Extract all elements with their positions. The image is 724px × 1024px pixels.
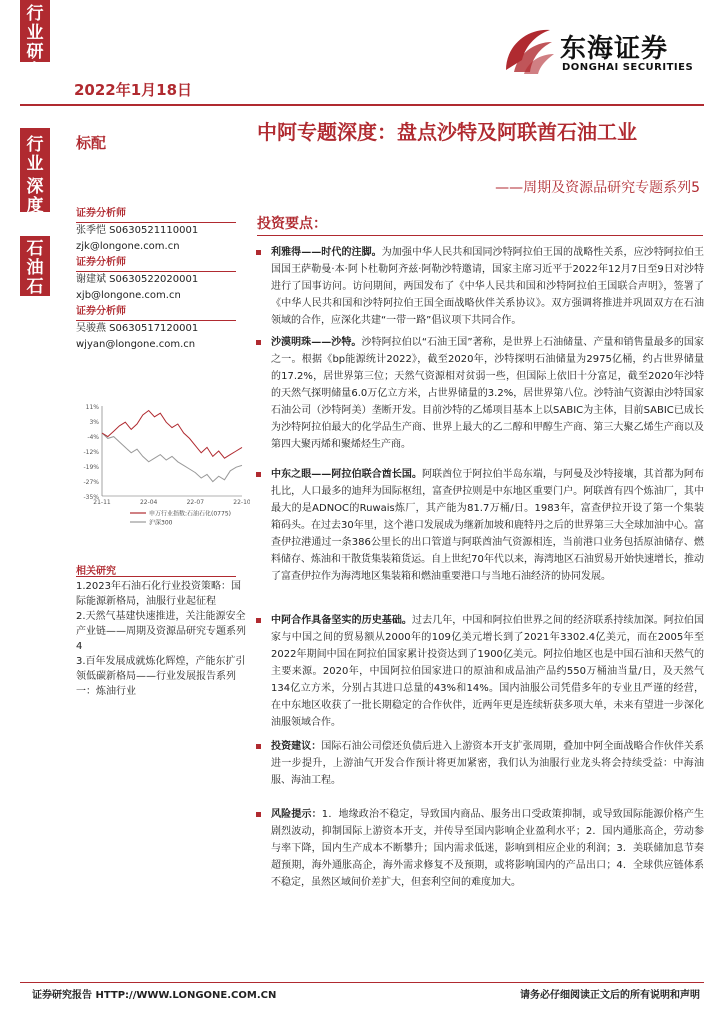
category-tag-line2: 研究 <box>26 42 44 81</box>
analyst-role: 证券分析师 <box>76 208 126 219</box>
chart-svg <box>80 398 250 543</box>
investment-rule <box>257 235 703 236</box>
point-lead: 投资建议： <box>271 741 322 752</box>
bullet-icon <box>256 340 261 345</box>
logo-emblem-icon <box>498 20 558 78</box>
side-tag2-line1: 石油 <box>26 239 44 278</box>
point-body: 阿联酋位于阿拉伯半岛东端，与阿曼及沙特接壤，其首都为阿布扎比，人口最多的迪拜为国际枢纽，富查伊拉则是中东地区重要门户。阿联酋有四个炼油厂，其中最大的是ADNOC的Ruwais炼厂，其产能为81.7万桶/日。1983年，富查伊拉开设了第一个集装箱码头。在过去30年里，这个港口发展成为继新加坡和鹿特丹之后的世界第三大全球加油中心。富查伊拉港通过一条386公里长的出口管道与阿联酋油气资源相连，当前港口业务包括原油储存、燃料储存、炼油和干散货集装箱货运。自上世纪70年代以来，海湾地区石油贸易开始快速增长，推动了富查伊拉作为海湾地区集装箱和燃油重要港口与当地石油经济的协同发展。 <box>271 469 705 582</box>
company-logo <box>498 20 698 80</box>
analyst-list <box>76 206 248 353</box>
side-tag-industry-depth <box>20 128 50 216</box>
legend-label: 沪深300 <box>149 519 173 527</box>
x-tick-label: 22-07 <box>186 499 205 506</box>
footer-website[interactable]: 证券研究报告 HTTP://WWW.LONGONE.COM.CN <box>32 990 277 1001</box>
investment-point <box>256 806 704 891</box>
bullet-icon <box>256 744 261 749</box>
legend-label: 申万行业指数:石油石化(0775) <box>149 510 231 518</box>
series-line-petrochem <box>102 411 242 459</box>
investment-point <box>256 244 704 329</box>
y-tick-label: -35% <box>83 494 99 501</box>
category-tag <box>20 0 50 81</box>
logo-english-name: DONGHAI SECURITIES <box>562 62 694 73</box>
related-item[interactable]: 1.2023年石油石化行业投资策略：国际能源新格局，油服行业起征程 <box>76 581 241 607</box>
category-tag-line1: 行业 <box>26 4 44 43</box>
side-tag1-line1: 行业 <box>26 135 44 174</box>
x-tick-label: 22-04 <box>139 499 158 506</box>
bullet-icon <box>256 250 261 255</box>
report-title: 中阿专题深度：盘点沙特及阿联酋石油工业 <box>257 120 637 144</box>
point-body: 为加强中华人民共和国同沙特阿拉伯王国的战略性关系，应沙特阿拉伯王国国王萨勒曼·本·阿卜杜勒阿齐兹·阿勒沙特邀请，国家主席习近平于2022年12月7日至9日对沙特进行了国事访问。访问期间，两国发布了《中华人民共和国和沙特阿拉伯王国联合声明》，签署了《中华人民共和国和沙特阿拉伯王国全面战略伙伴关系协议》。双方强调将推进并巩固双方在石油领域的合作，应深化共建“一带一路”倡议项下共同合作。 <box>271 247 705 326</box>
analyst-role: 证券分析师 <box>76 306 126 317</box>
x-tick-label: 22-10 <box>233 499 250 506</box>
bullet-icon <box>256 618 261 623</box>
related-item[interactable]: 3.百年发展成就炼化辉煌，产能东扩引领低碳新格局——行业发展报告系列一：炼油行业 <box>76 656 246 697</box>
analyst-email[interactable]: zjk@longone.com.cn <box>76 241 180 252</box>
related-item[interactable]: 2.天然气基建快速推进，关注能源安全产业链——周期及资源品研究专题系列4 <box>76 611 246 652</box>
y-tick-label: 11% <box>85 404 99 411</box>
y-tick-label: -12% <box>83 449 99 456</box>
related-list <box>76 579 248 699</box>
point-lead: 利雅得——时代的注脚。 <box>271 247 382 258</box>
analyst-name-cert: 张季恺 S0630521110001 <box>76 225 199 236</box>
rating-label: 标配 <box>76 134 107 152</box>
point-body: 沙特阿拉伯以“石油王国”著称，是世界上石油储量、产量和销售量最多的国家之一。根据《bp能源统计2022》，截至2020年，沙特探明石油储量为2975亿桶，约占世界储量的17.2%，居世界第三位；天然气资源相对贫弱一些，但国际上依旧十分富足，截至2020年沙特的天然气探明储量6.0万亿立方米，占世界储量的3.2%，居世界第八位。沙特油气资源由沙特国家石油公司（沙特阿美）垄断开发。目前沙特的乙烯项目基本上以SABIC为主体，目前SABIC已成长为沙特阿拉伯最大的化学品生产商、世界上最大的乙二醇和甲醇生产商、第三大聚乙烯生产商以及第四大聚丙烯和聚烯烃生产商。 <box>271 337 704 450</box>
analyst-block <box>76 255 248 304</box>
point-body: 过去几年，中国和阿拉伯世界之间的经济联系持续加深。阿拉伯国家与中国之间的贸易额从2000年的109亿美元增长到了2021年3302.4亿美元，而在2005年至2022年期间中国在阿拉伯国家累计投资达到了1900亿美元。阿拉伯地区也是中国石油和天然气的主要来源。2020年，中国阿拉伯国家进口的原油和成品油产品约550万桶油当量/日，及天然气134亿立方米，分别占其进口总量的43%和14%。国内油服公司凭借多年的专业且严谨的经营，在中东地区收获了一批长期稳定的合作伙伴，近两年更是连续斩获多项大单，未来有望进一步深化油服领域合作。 <box>271 615 704 728</box>
y-tick-label: 3% <box>89 419 99 426</box>
analyst-email[interactable]: xjb@longone.com.cn <box>76 290 181 301</box>
series-line-hs300 <box>102 433 242 482</box>
investment-heading: 投资要点： <box>257 216 327 232</box>
y-tick-label: -19% <box>83 464 99 471</box>
y-tick-label: -27% <box>83 479 99 486</box>
investment-point <box>256 334 704 453</box>
investment-point <box>256 612 704 731</box>
side-tag-petrochem <box>20 236 50 316</box>
point-lead: 中东之眼——阿拉伯联合酋长国。 <box>271 469 423 480</box>
header-divider <box>20 104 704 106</box>
index-performance-chart <box>80 398 250 543</box>
point-body: 国际石油公司偿还负债后进入上游资本开支扩张周期，叠加中阿全面战略合作伙伴关系进一步提升，上游油气开发合作预计将更加紧密，我们认为油服行业龙头将会持续受益：中海油服、海油工程。 <box>271 741 705 786</box>
footer-rule <box>20 982 704 983</box>
bullet-icon <box>256 472 261 477</box>
bullet-icon <box>256 812 261 817</box>
report-subtitle: ——周期及资源品研究专题系列5 <box>495 180 700 196</box>
point-lead: 中阿合作具备坚实的历史基础。 <box>271 615 412 626</box>
x-tick-label: 21-11 <box>93 499 111 506</box>
analyst-role: 证券分析师 <box>76 257 126 268</box>
analyst-block <box>76 304 248 353</box>
side-tag2-line2: 石化 <box>26 277 44 316</box>
footer-disclaimer: 请务必仔细阅读正文后的所有说明和声明 <box>520 990 700 1001</box>
analyst-block <box>76 206 248 255</box>
y-tick-label: -4% <box>87 434 99 441</box>
analyst-email[interactable]: wjyan@longone.com.cn <box>76 339 196 350</box>
point-lead: 风险提示： <box>271 809 322 820</box>
report-date: 2022年1月18日 <box>74 81 193 99</box>
logo-chinese-name: 东海证券 <box>560 34 669 64</box>
related-heading: 相关研究 <box>76 566 116 577</box>
analyst-name-cert: 谢建斌 S0630522020001 <box>76 274 199 285</box>
investment-point <box>256 738 704 789</box>
related-rule <box>76 576 236 577</box>
side-tag1-line2: 深度 <box>26 177 44 216</box>
investment-point <box>256 466 704 585</box>
point-body: 1．地缘政治不稳定，导致国内商品、服务出口受政策抑制，或导致国际能源价格产生剧烈波动，抑制国际上游资本开支，并传导至国内影响企业盈利水平；2．国内通胀高企，劳动参与率下降，国内生产成本不断攀升；国内需求低迷，影响到相应企业的利润；3．美联储加息节奏超预期，海外通胀高企，海外需求修复不及预期，或将影响国内的产品出口；4．全球供应链体系不稳定，虽然区域间价差扩大，但套利空间的难度加大。 <box>271 809 704 888</box>
analyst-name-cert: 吴骏燕 S0630517120001 <box>76 323 199 334</box>
point-lead: 沙漠明珠——沙特。 <box>271 337 362 348</box>
